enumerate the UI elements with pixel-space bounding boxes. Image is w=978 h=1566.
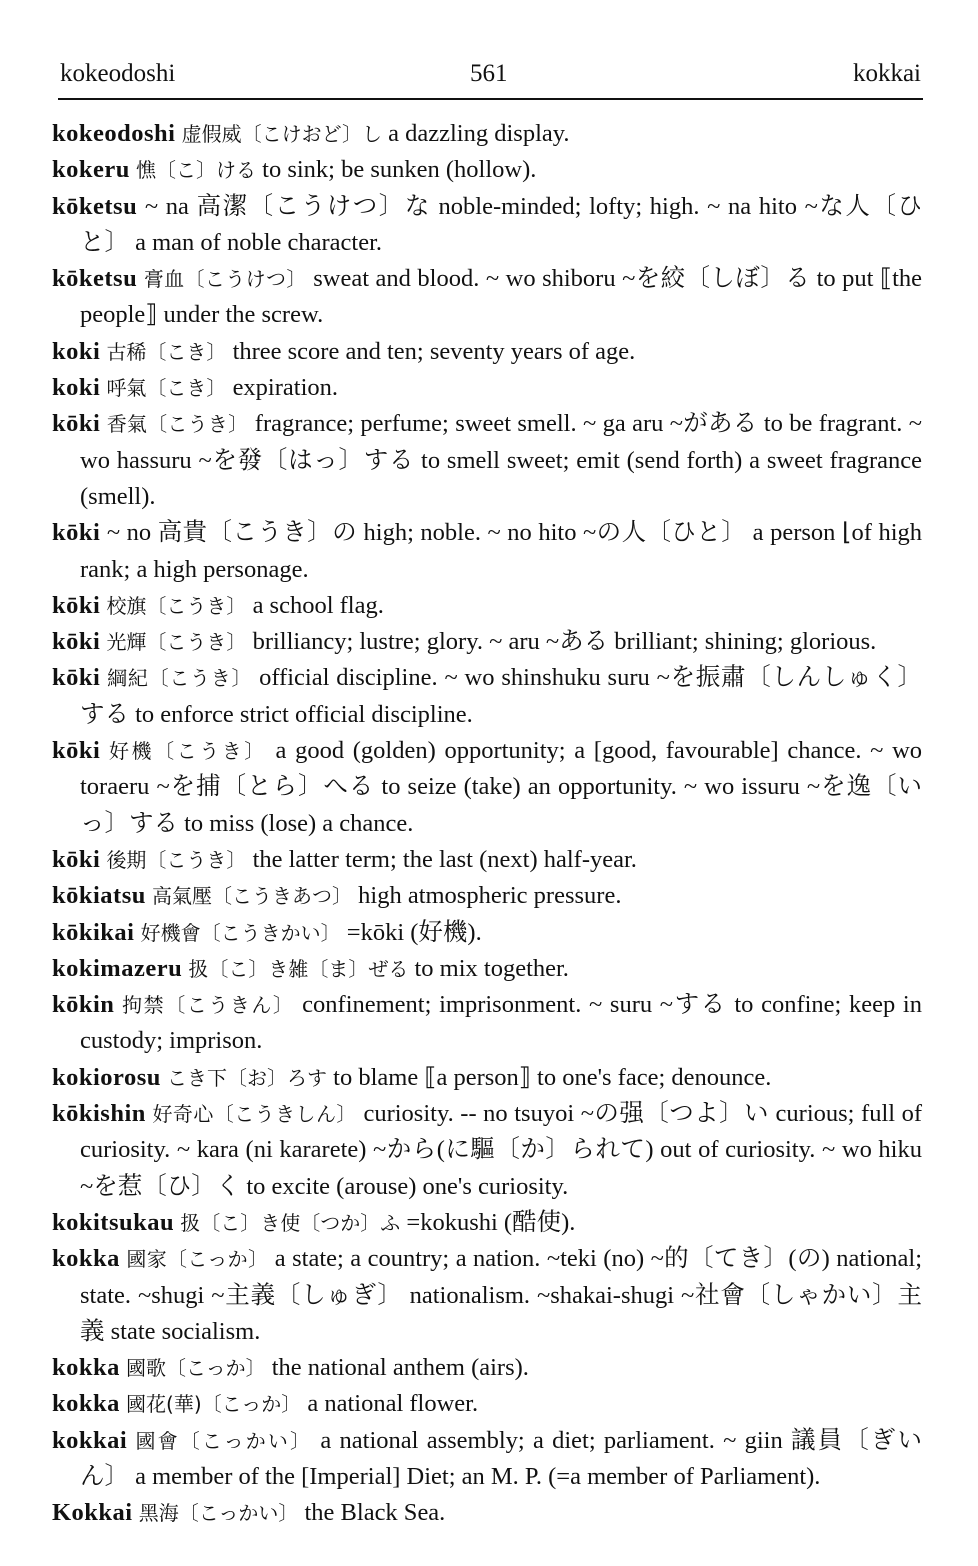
entry-headword: kōkishin bbox=[52, 1100, 146, 1128]
entry-kanji: 呼氣〔こき〕 bbox=[106, 376, 227, 401]
entry-definition: fragrance; perfume; sweet smell. ~ ga aru ~がある to be fragrant. ~ wo hassuru ~を發〔はっ〕する to smell sweet; emit (send forth) a sweet fragrance (smell). bbox=[80, 410, 923, 510]
entry-definition: a good (golden) opportunity; a [good, favourable] chance. ~ wo toraeru ~を捕〔とら〕へる to seize (take) an opportunity. ~ wo issuru ~を逸〔いっ〕する to miss (lose) a chance. bbox=[80, 737, 923, 837]
entry-definition: a school flag. bbox=[252, 591, 384, 619]
entry-headword: koki bbox=[52, 337, 101, 365]
entry-headword: kokimazeru bbox=[52, 954, 183, 982]
entry-kanji: 國會〔こっかい〕 bbox=[135, 1428, 313, 1453]
entry-definition: sweat and blood. ~ wo shiboru ~を絞〔しぼ〕る to put ⟦the people⟧ under the screw. bbox=[80, 265, 923, 329]
dictionary-entry bbox=[52, 951, 922, 987]
entry-kanji: 好機會〔こうきかい〕 bbox=[140, 920, 341, 945]
dictionary-entry bbox=[52, 370, 922, 406]
dictionary-entry bbox=[52, 987, 922, 1060]
entry-definition: ~ na 高潔〔こうけつ〕な noble-minded; lofty; high. ~ na hito ~な人〔ひと〕 a man of noble character. bbox=[80, 192, 923, 256]
dictionary-entry bbox=[52, 406, 922, 515]
dictionary-entry bbox=[52, 1495, 922, 1531]
header-right-guideword: kokkai bbox=[852, 60, 921, 87]
dictionary-entries bbox=[52, 116, 922, 1532]
dictionary-entry bbox=[52, 1241, 922, 1350]
entry-definition: three score and ten; seventy years of age. bbox=[232, 337, 636, 365]
entry-kanji: 扱〔こ〕き使〔つか〕ふ bbox=[180, 1210, 401, 1235]
entry-headword: kokka bbox=[52, 1354, 120, 1382]
dictionary-entry bbox=[52, 515, 922, 588]
dictionary-entry bbox=[52, 624, 922, 660]
entry-headword: kokeru bbox=[52, 156, 130, 184]
page-number: 561 bbox=[470, 60, 508, 87]
entry-headword: kokka bbox=[52, 1245, 120, 1273]
dictionary-entry bbox=[52, 915, 922, 951]
dictionary-entry bbox=[52, 261, 922, 334]
entry-kanji: 國歌〔こっか〕 bbox=[126, 1356, 266, 1381]
dictionary-entry bbox=[52, 1096, 922, 1205]
entry-kanji: 校旗〔こうき〕 bbox=[106, 593, 247, 618]
entry-headword: kōkiatsu bbox=[52, 882, 146, 910]
entry-kanji: 香氣〔こうき〕 bbox=[106, 412, 249, 437]
dictionary-entry bbox=[52, 1386, 922, 1422]
dictionary-entry bbox=[52, 152, 922, 188]
entry-definition: to mix together. bbox=[414, 954, 569, 982]
entry-definition: the latter term; the last (next) half-year. bbox=[252, 845, 637, 873]
entry-definition: =kōki (好機). bbox=[346, 918, 482, 946]
dictionary-entry bbox=[52, 660, 922, 733]
entry-definition: a dazzling display. bbox=[388, 120, 570, 147]
entry-headword: kokkai bbox=[52, 1426, 128, 1454]
header-left-guideword: kokeodoshi bbox=[60, 60, 176, 87]
entry-kanji: 黑海〔こっかい〕 bbox=[138, 1501, 299, 1526]
entry-definition: confinement; imprisonment. ~ suru ~する to confine; keep in custody; imprison. bbox=[80, 991, 922, 1055]
entry-headword: kōki bbox=[52, 845, 101, 873]
entry-headword: koki bbox=[52, 374, 101, 402]
entry-headword: kōkikai bbox=[52, 918, 135, 946]
page-header bbox=[58, 58, 923, 100]
dictionary-entry bbox=[52, 189, 922, 262]
entry-definition: to sink; be sunken (hollow). bbox=[262, 156, 537, 184]
dictionary-entry bbox=[52, 733, 922, 842]
entry-kanji: 扱〔こ〕き雑〔ま〕ぜる bbox=[188, 956, 409, 981]
entry-kanji: 國家〔こっか〕 bbox=[126, 1247, 269, 1272]
entry-definition: the national anthem (airs). bbox=[271, 1354, 529, 1382]
entry-headword: kōki bbox=[52, 664, 101, 692]
entry-headword: kōki bbox=[52, 519, 101, 547]
entry-headword: kōki bbox=[52, 410, 101, 438]
entry-definition: curiosity. -- no tsuyoi ~の强〔つよ〕い curious; full of curiosity. ~ kara (ni kararete) ~から(に驅〔か〕られて) out of curiosity. ~ wo hiku ~を惹〔ひ〕く to excite (arouse) one's curiosity. bbox=[80, 1100, 923, 1200]
entry-definition: a state; a country; a nation. ~teki (no) ~的〔てき〕(の) national; state. ~shugi ~主義〔しゅぎ〕 nationalism. ~shakai-shugi ~社會〔しゃかい〕主義 state socialism. bbox=[80, 1245, 923, 1345]
dictionary-entry bbox=[52, 842, 922, 878]
entry-definition: =kokushi (酷使). bbox=[406, 1208, 576, 1236]
entry-definition: expiration. bbox=[232, 374, 339, 402]
entry-kanji: 拘禁〔こうきん〕 bbox=[122, 993, 295, 1018]
entry-kanji: 綱紀〔こうき〕 bbox=[107, 666, 253, 691]
entry-headword: kokiorosu bbox=[52, 1063, 161, 1091]
entry-kanji: 高氣壓〔こうきあつ〕 bbox=[152, 884, 353, 909]
entry-definition: official discipline. ~ wo shinshuku suru ~を振肅〔しんしゅく〕する to enforce strict official discipline. bbox=[80, 664, 923, 728]
entry-kanji: 好機〔こうき〕 bbox=[109, 739, 267, 764]
entry-definition: to blame ⟦a person⟧ to one's face; denounce. bbox=[333, 1063, 772, 1091]
dictionary-entry bbox=[52, 1060, 922, 1096]
entry-kanji: 國花(華)〔こっか〕 bbox=[126, 1392, 302, 1417]
entry-definition: a national flower. bbox=[307, 1390, 479, 1418]
dictionary-entry bbox=[52, 334, 922, 370]
entry-headword: kōki bbox=[52, 628, 101, 656]
dictionary-entry bbox=[52, 588, 922, 624]
entry-headword: kokka bbox=[52, 1390, 120, 1418]
entry-headword: kōketsu bbox=[52, 265, 138, 293]
entry-headword: Kokkai bbox=[52, 1499, 133, 1527]
entry-definition: brilliancy; lustre; glory. ~ aru ~ある brilliant; shining; glorious. bbox=[252, 628, 877, 656]
entry-kanji: 憔〔こ〕ける bbox=[136, 158, 257, 183]
dictionary-entry bbox=[52, 1423, 922, 1496]
dictionary-entry bbox=[52, 1205, 922, 1241]
entry-kanji: 好奇心〔こうきしん〕 bbox=[152, 1102, 357, 1127]
dictionary-entry bbox=[52, 878, 922, 914]
entry-headword: kokeodoshi bbox=[52, 120, 176, 147]
entry-definition: the Black Sea. bbox=[304, 1499, 446, 1527]
entry-kanji: 古稀〔こき〕 bbox=[106, 339, 227, 364]
dictionary-entry bbox=[52, 1350, 922, 1386]
entry-definition: high atmospheric pressure. bbox=[358, 882, 622, 910]
entry-definition: ~ no 高貴〔こうき〕の high; noble. ~ no hito ~の人〔ひと〕 a person ⌊of high rank; a high personage. bbox=[80, 519, 923, 583]
dictionary-entry bbox=[52, 116, 922, 152]
entry-kanji: 膏血〔こうけつ〕 bbox=[143, 267, 307, 292]
entry-kanji: 虚假威〔こけおど〕し bbox=[181, 122, 382, 146]
entry-headword: kokitsukau bbox=[52, 1208, 175, 1236]
entry-kanji: 光輝〔こうき〕 bbox=[106, 630, 247, 655]
entry-headword: kōketsu bbox=[52, 192, 138, 220]
entry-headword: kōki bbox=[52, 591, 101, 619]
entry-kanji: 後期〔こうき〕 bbox=[106, 847, 247, 872]
entry-headword: kōki bbox=[52, 737, 101, 765]
entry-definition: a national assembly; a diet; parliament. ~ giin 議員〔ぎいん〕 a member of the [Imperial] Diet; an M. P. (=a member of Parliament). bbox=[80, 1426, 923, 1490]
entry-kanji: こき下〔お〕ろす bbox=[167, 1065, 328, 1090]
entry-headword: kōkin bbox=[52, 991, 115, 1019]
